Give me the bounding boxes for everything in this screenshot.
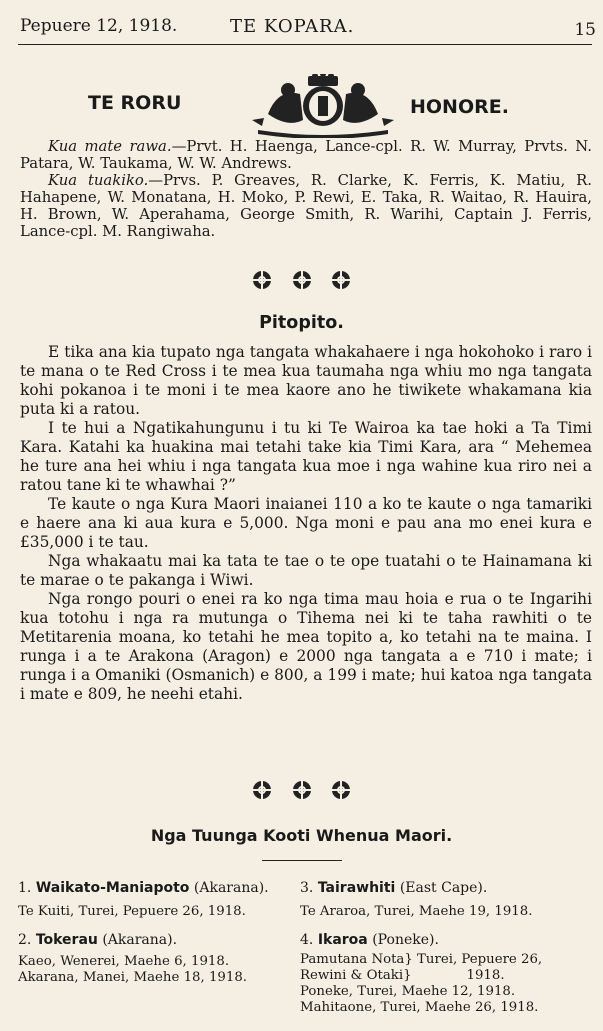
sitting-entry: Te Araroa, Turei, Maehe 19, 1918. [300, 904, 533, 919]
news-paragraph: Nga whakaatu mai ka tata te tae o te ope tuatahi o te Hainamana ki te marae o te pakanga i Wiwi. [20, 552, 592, 589]
wounded-label: Kua tuakiko. [48, 172, 149, 189]
district-place: (Akarana). [102, 932, 178, 948]
court-heading: Nga Tuunga Kooti Whenua Maori. [150, 826, 453, 845]
district-heading [18, 932, 298, 948]
sitting-entry: Kaeo, Wenerei, Maehe 6, 1918. [18, 954, 230, 969]
district-place: (Poneke). [372, 932, 439, 948]
newspaper-title: TE KOPARA. [230, 16, 355, 37]
court-column-right [300, 880, 595, 1016]
flower-ornament-icon [291, 780, 313, 800]
district-heading [18, 880, 298, 896]
issue-date: Pepuere 12, 1918. [20, 16, 178, 36]
news-paragraph: E tika ana kia tupato nga tangata whakahaere i nga hokohoko i raro i te mana o te Red Cross i te mea kua taumaha nga whiu mo nga tangata kohi pokanoa i te moni i te mea kaore ano he tiwikete whakamana kia puta ki a ratou. [20, 343, 592, 418]
page-number: 15 [574, 20, 596, 40]
flower-ornament-icon [251, 270, 273, 290]
flower-ornament-icon [291, 270, 313, 290]
court-column-left [18, 880, 298, 986]
news-heading: Pitopito. [259, 313, 344, 333]
killed-names: —Prvt. H. Haenga, Lance-cpl. R. W. Murray, Prvts. N. Patara, W. Taukama, W. W. Andrews. [20, 138, 592, 172]
news-paragraph: Nga rongo pouri o enei ra ko nga tima mau hoia e rua o te Ingarihi kua totohu i nga ra mutunga o Tihema nei ki te taha rawhiti o te Metitarenia moana, ko tetahi he mea topito a, ko tetahi na te maina. I runga i a te Arakona (Aragon) e 2000 nga tangata a e 710 i mate; i runga i a Omaniki (Osmanich) e 800, a 199 i mate; hui katoa nga tangata i mate e 809, he neehi etahi. [20, 590, 592, 703]
header-rule [18, 44, 592, 45]
sitting-entry: Poneke, Turei, Maehe 12, 1918. [300, 984, 516, 999]
ornament-row-2 [0, 780, 603, 804]
wounded-names: —Prvs. P. Greaves, R. Clarke, K. Ferris, K. Matiu, R. Hahapene, W. Monatana, H. Moko, P. Rewi, E. Taka, R. Waitao, R. Hauira, H. Brown, W. Aperahama, George Smith, R. Warihi, Captain J. Ferris, Lance-cpl. M. Rangiwaha. [20, 172, 593, 240]
ornament-row-1 [0, 270, 603, 294]
district-heading [300, 880, 595, 896]
page-header [20, 12, 600, 40]
district-place: (East Cape). [399, 880, 488, 896]
roll-of-honour-title [20, 82, 590, 142]
flower-ornament-icon [330, 270, 352, 290]
district-name: Waikato-Maniapoto [35, 880, 190, 896]
sitting-entry: Akarana, Manei, Maehe 18, 1918. [18, 970, 248, 985]
district-name: Tairawhiti [317, 880, 396, 896]
news-paragraph: Te kaute o nga Kura Maori inaianei 110 a ko te kaute o nga tamariki e haere ana ki aua kura e 5,000. Nga moni e pau ana mo enei kura e £35,000 i te tau. [20, 495, 592, 551]
district-number: 1. [18, 880, 32, 896]
killed-label: Kua mate rawa. [48, 138, 172, 155]
district-number: 3. [300, 880, 314, 896]
district-heading [300, 932, 595, 948]
court-heading-rule [262, 860, 342, 861]
casualty-list [20, 138, 592, 240]
district-number: 2. [18, 932, 32, 948]
flower-ornament-icon [330, 780, 352, 800]
news-paragraph: I te hui a Ngatikahungunu i tu ki Te Wairoa ka tae hoki a Ta Timi Kara. Katahi ka huakina mai tetahi take kia Timi Kara, ara “ Mehemea he ture ana hei whiu i nga tangata kua moe i nga wahine kua riro nei a ratou tane ki te whawhai ?” [20, 419, 592, 494]
news-body [20, 343, 592, 704]
district-place: (Akarana). [193, 880, 269, 896]
district-number: 4. [300, 932, 314, 948]
sitting-entry: Mahitaone, Turei, Maehe 26, 1918. [300, 1000, 539, 1015]
sitting-entry: Pamutana Nota} Turei, Pepuere 26, [300, 952, 543, 967]
killed-entry [20, 138, 592, 172]
royal-crest-icon [248, 74, 398, 138]
sitting-entry: Te Kuiti, Turei, Pepuere 26, 1918. [18, 904, 246, 919]
district-name: Tokerau [35, 932, 98, 948]
roll-title-right: HONORE. [410, 96, 509, 118]
wounded-entry [20, 172, 592, 240]
flower-ornament-icon [251, 780, 273, 800]
sitting-entry: Rewini & Otaki} 1918. [300, 968, 505, 983]
district-name: Ikaroa [317, 932, 368, 948]
roll-title-left: TE RORU [88, 92, 182, 114]
